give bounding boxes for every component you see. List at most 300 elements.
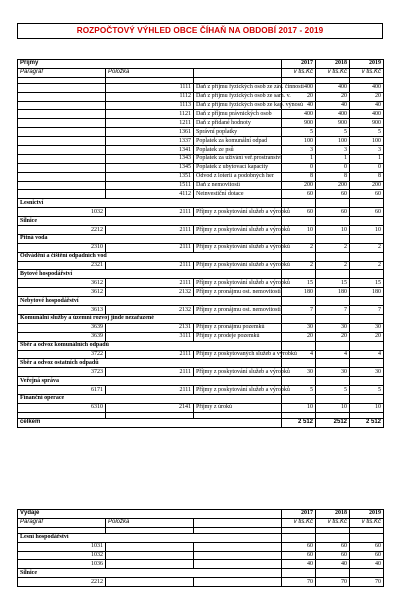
empty-cell (350, 297, 384, 306)
value-cell: 3 (350, 146, 384, 155)
value-cell: 70 (282, 578, 316, 587)
header-row (18, 510, 384, 519)
expense-table (17, 509, 384, 587)
polozka-cell: 2132 (106, 306, 194, 315)
empty-cell (350, 359, 384, 368)
table-row (18, 181, 384, 190)
year-header: 2017 (282, 60, 316, 69)
value-cell: 10 (316, 403, 350, 412)
table-row (18, 403, 384, 412)
paragraf-cell: 1032 (18, 551, 106, 560)
value-cell: 1 (350, 154, 384, 163)
section-label: Odvádění a čištění odpadních vod (18, 252, 282, 261)
empty-cell (282, 377, 316, 386)
table-row (18, 110, 384, 119)
polozka-header: Položka (106, 68, 194, 77)
paragraf-cell: 3639 (18, 323, 106, 332)
value-cell: 180 (316, 288, 350, 297)
table-row (18, 368, 384, 377)
value-cell: 60 (316, 208, 350, 217)
paragraf-cell: 2310 (18, 243, 106, 252)
value-cell: 200 (350, 181, 384, 190)
section-row (18, 234, 384, 243)
polozka-cell: 1121 (106, 110, 194, 119)
section-label: Lesní hospodářství (18, 533, 282, 542)
value-cell: 2 (350, 261, 384, 270)
table-row (18, 279, 384, 288)
empty-cell (316, 252, 350, 261)
empty-cell (282, 270, 316, 279)
empty-cell (350, 234, 384, 243)
item-description: Daň z příjmu fyzických osob ze záv. činnosti (194, 83, 282, 92)
total-value: 2 512 (282, 418, 316, 427)
value-cell: 60 (282, 551, 316, 560)
section-row (18, 359, 384, 368)
polozka-cell (106, 542, 194, 551)
unit-header: v tis.Kč (350, 518, 384, 527)
table-row (18, 137, 384, 146)
value-cell: 100 (316, 137, 350, 146)
value-cell: 7 (350, 306, 384, 315)
value-cell: 30 (316, 323, 350, 332)
section-label: Silnice (18, 217, 282, 226)
section-row (18, 394, 384, 403)
empty-cell (316, 234, 350, 243)
paragraf-cell: 6171 (18, 386, 106, 395)
table-row (18, 386, 384, 395)
empty-cell (282, 199, 316, 208)
paragraf-cell: 6310 (18, 403, 106, 412)
value-cell: 60 (316, 190, 350, 199)
polozka-cell: 1337 (106, 137, 194, 146)
section-label: Sběr a odvoz komunálních odpadů (18, 341, 282, 350)
description-header (194, 518, 282, 527)
polozka-cell: 2111 (106, 208, 194, 217)
value-cell: 15 (282, 279, 316, 288)
value-cell: 4 (350, 350, 384, 359)
section-row (18, 199, 384, 208)
value-cell: 2 (350, 243, 384, 252)
value-cell: 200 (282, 181, 316, 190)
polozka-cell: 2111 (106, 279, 194, 288)
empty-cell (316, 217, 350, 226)
total-label: celkem (18, 418, 282, 427)
unit-header: v tis.Kč (316, 68, 350, 77)
table-row (18, 350, 384, 359)
value-cell: 100 (350, 137, 384, 146)
value-cell: 8 (350, 172, 384, 181)
value-cell: 20 (350, 332, 384, 341)
table-row (18, 551, 384, 560)
paragraf-cell (18, 172, 106, 181)
polozka-cell: 1343 (106, 154, 194, 163)
polozka-cell: 2131 (106, 323, 194, 332)
empty-cell (316, 314, 350, 323)
table-row (18, 163, 384, 172)
value-cell: 0 (350, 163, 384, 172)
value-cell: 40 (282, 101, 316, 110)
unit-header: v tis.Kč (350, 68, 384, 77)
description-header (194, 68, 282, 77)
total-row (18, 418, 384, 427)
table-row (18, 83, 384, 92)
empty-cell (350, 341, 384, 350)
section-row (18, 341, 384, 350)
paragraf-cell (18, 101, 106, 110)
section-label: Silnice (18, 569, 282, 578)
value-cell: 60 (282, 190, 316, 199)
paragraf-header: Paragraf (18, 518, 106, 527)
value-cell: 400 (316, 83, 350, 92)
item-description: Poplatek ze psů (194, 146, 282, 155)
item-description: Příjmy z poskytování služeb a výrobků (194, 243, 282, 252)
polozka-cell (106, 551, 194, 560)
value-cell: 10 (350, 226, 384, 235)
subheader-row (18, 68, 384, 77)
paragraf-cell: 3722 (18, 350, 106, 359)
value-cell: 5 (316, 386, 350, 395)
empty-cell (282, 234, 316, 243)
paragraf-cell: 3612 (18, 288, 106, 297)
section-label: Nebytové hospodářství (18, 297, 282, 306)
item-description: Příjmy z prodeje pozemků (194, 332, 282, 341)
value-cell: 180 (350, 288, 384, 297)
year-header: 2018 (316, 510, 350, 519)
total-value: 2512 (316, 418, 350, 427)
value-cell: 60 (350, 551, 384, 560)
item-description: Příjmy z poskytování služeb a výrobků (194, 386, 282, 395)
empty-cell (282, 252, 316, 261)
empty-cell (316, 394, 350, 403)
paragraf-cell: 2321 (18, 261, 106, 270)
empty-cell (282, 533, 316, 542)
empty-cell (282, 359, 316, 368)
value-cell: 10 (282, 226, 316, 235)
polozka-cell: 1341 (106, 146, 194, 155)
table-row (18, 190, 384, 199)
paragraf-cell: 3723 (18, 368, 106, 377)
polozka-cell: 1361 (106, 128, 194, 137)
section-label: Lesnictví (18, 199, 282, 208)
year-header: 2017 (282, 510, 316, 519)
table-row (18, 323, 384, 332)
value-cell: 60 (316, 551, 350, 560)
paragraf-cell: 1032 (18, 208, 106, 217)
paragraf-header: Paragraf (18, 68, 106, 77)
value-cell: 900 (350, 119, 384, 128)
unit-header: v tis.Kč (316, 518, 350, 527)
value-cell: 60 (282, 208, 316, 217)
value-cell: 60 (350, 542, 384, 551)
value-cell: 4 (316, 350, 350, 359)
value-cell: 30 (316, 368, 350, 377)
item-description: Daň z přidané hodnoty (194, 119, 282, 128)
item-description (194, 560, 282, 569)
table-row (18, 226, 384, 235)
empty-cell (350, 199, 384, 208)
empty-cell (350, 252, 384, 261)
section-row (18, 217, 384, 226)
item-description: Příjmy z poskytování služeb a výrobků (194, 368, 282, 377)
value-cell: 180 (282, 288, 316, 297)
total-value: 2 512 (350, 418, 384, 427)
item-description: Daň z příjmu fyzických osob ze kap. výnosů (194, 101, 282, 110)
table-row (18, 154, 384, 163)
empty-cell (350, 270, 384, 279)
paragraf-cell (18, 154, 106, 163)
value-cell: 5 (350, 386, 384, 395)
value-cell: 900 (282, 119, 316, 128)
table-row (18, 128, 384, 137)
value-cell: 0 (282, 163, 316, 172)
value-cell: 30 (282, 323, 316, 332)
section-row (18, 314, 384, 323)
polozka-cell: 2111 (106, 368, 194, 377)
section-row (18, 569, 384, 578)
paragraf-cell: 1031 (18, 542, 106, 551)
polozka-cell: 1511 (106, 181, 194, 190)
value-cell: 900 (316, 119, 350, 128)
polozka-cell: 2111 (106, 226, 194, 235)
paragraf-cell (18, 146, 106, 155)
paragraf-cell (18, 110, 106, 119)
empty-cell (282, 314, 316, 323)
value-cell: 20 (282, 92, 316, 101)
empty-cell (316, 297, 350, 306)
polozka-cell: 2132 (106, 288, 194, 297)
value-cell: 40 (316, 560, 350, 569)
value-cell: 20 (350, 92, 384, 101)
value-cell: 1 (282, 154, 316, 163)
table-row (18, 243, 384, 252)
polozka-cell: 1113 (106, 101, 194, 110)
empty-cell (350, 569, 384, 578)
item-description (194, 578, 282, 587)
paragraf-cell (18, 128, 106, 137)
year-header: 2019 (350, 60, 384, 69)
polozka-cell (106, 578, 194, 587)
value-cell: 20 (282, 332, 316, 341)
polozka-cell: 1351 (106, 172, 194, 181)
unit-header: v tis.Kč (282, 518, 316, 527)
empty-cell (350, 533, 384, 542)
polozka-cell (106, 560, 194, 569)
table-row (18, 92, 384, 101)
polozka-cell: 2111 (106, 386, 194, 395)
item-description: Poplatek za komunální odpad (194, 137, 282, 146)
item-description: Poplatek za užívání veř.prostranství (194, 154, 282, 163)
value-cell: 10 (350, 403, 384, 412)
polozka-cell: 1111 (106, 83, 194, 92)
item-description: Odvod z loterií a podobných her (194, 172, 282, 181)
section-row (18, 377, 384, 386)
value-cell: 70 (350, 578, 384, 587)
paragraf-cell: 2212 (18, 226, 106, 235)
empty-cell (316, 359, 350, 368)
value-cell: 15 (316, 279, 350, 288)
empty-cell (350, 217, 384, 226)
section-label: Komunální služby a územní rozvoj jinde nezařazené (18, 314, 282, 323)
header-row (18, 60, 384, 69)
value-cell: 400 (282, 83, 316, 92)
value-cell: 2 (316, 261, 350, 270)
empty-cell (316, 569, 350, 578)
empty-cell (350, 377, 384, 386)
item-description: Daň z nemovitostí (194, 181, 282, 190)
table-row (18, 101, 384, 110)
paragraf-cell (18, 163, 106, 172)
table-row (18, 146, 384, 155)
value-cell: 10 (316, 226, 350, 235)
paragraf-cell (18, 181, 106, 190)
table-row (18, 119, 384, 128)
paragraf-cell (18, 92, 106, 101)
item-description: Příjmy z poskytovaných služeb a výrobků (194, 350, 282, 359)
income-table (17, 59, 384, 428)
value-cell: 60 (350, 208, 384, 217)
table-row (18, 261, 384, 270)
unit-header: v tis.Kč (282, 68, 316, 77)
section-row (18, 533, 384, 542)
table-row (18, 578, 384, 587)
empty-cell (282, 217, 316, 226)
empty-cell (316, 377, 350, 386)
empty-cell (316, 533, 350, 542)
polozka-cell: 2111 (106, 350, 194, 359)
value-cell: 2 (282, 261, 316, 270)
section-label: Pitná voda (18, 234, 282, 243)
value-cell: 70 (316, 578, 350, 587)
item-description: Příjmy z pronájmu pozemků (194, 323, 282, 332)
paragraf-cell: 3639 (18, 332, 106, 341)
polozka-cell: 1112 (106, 92, 194, 101)
value-cell: 400 (282, 110, 316, 119)
value-cell: 15 (350, 279, 384, 288)
item-description: Daň z příjmu fyzických osob ze sam. v. (194, 92, 282, 101)
table-heading: Výdaje (18, 510, 282, 519)
polozka-cell: 1345 (106, 163, 194, 172)
table-row (18, 542, 384, 551)
value-cell: 2 (316, 243, 350, 252)
value-cell: 8 (282, 172, 316, 181)
empty-cell (282, 569, 316, 578)
item-description: Příjmy z poskytování služeb a výrobků (194, 226, 282, 235)
section-label: Veřejná správa (18, 377, 282, 386)
paragraf-cell (18, 83, 106, 92)
empty-cell (316, 199, 350, 208)
value-cell: 200 (316, 181, 350, 190)
value-cell: 40 (316, 101, 350, 110)
table-row (18, 306, 384, 315)
polozka-cell: 3111 (106, 332, 194, 341)
value-cell: 400 (350, 83, 384, 92)
empty-cell (350, 394, 384, 403)
value-cell: 3 (316, 146, 350, 155)
section-row (18, 270, 384, 279)
value-cell: 5 (316, 128, 350, 137)
polozka-header: Položka (106, 518, 194, 527)
item-description: Poplatek z ubytovací kapacity (194, 163, 282, 172)
value-cell: 5 (282, 386, 316, 395)
value-cell: 60 (282, 542, 316, 551)
table-row (18, 560, 384, 569)
value-cell: 400 (350, 110, 384, 119)
empty-cell (282, 341, 316, 350)
value-cell: 40 (350, 101, 384, 110)
section-label: Finanční operace (18, 394, 282, 403)
value-cell: 8 (316, 172, 350, 181)
polozka-cell: 2111 (106, 261, 194, 270)
item-description: Příjmy z poskytování služeb a výrobků (194, 208, 282, 217)
table-row (18, 172, 384, 181)
value-cell: 100 (282, 137, 316, 146)
value-cell: 3 (282, 146, 316, 155)
paragraf-cell: 3612 (18, 279, 106, 288)
value-cell: 5 (282, 128, 316, 137)
polozka-cell: 4112 (106, 190, 194, 199)
value-cell: 7 (282, 306, 316, 315)
empty-cell (316, 341, 350, 350)
item-description: Příjmy z poskytování služeb a výrobků (194, 261, 282, 270)
value-cell: 30 (350, 368, 384, 377)
document-title: ROZPOČTOVÝ VÝHLED OBCE ČÍHAŇ NA OBDOBÍ 2017 - 2019 (17, 23, 383, 39)
empty-cell (350, 314, 384, 323)
value-cell: 10 (282, 403, 316, 412)
empty-cell (282, 394, 316, 403)
item-description (194, 551, 282, 560)
year-header: 2018 (316, 60, 350, 69)
value-cell: 2 (282, 243, 316, 252)
value-cell: 20 (316, 332, 350, 341)
value-cell: 20 (316, 92, 350, 101)
value-cell: 40 (350, 560, 384, 569)
polozka-cell: 1211 (106, 119, 194, 128)
table-row (18, 288, 384, 297)
item-description: Příjmy z pronájmu ost. nemovitostí (194, 306, 282, 315)
paragraf-cell: 3613 (18, 306, 106, 315)
paragraf-cell (18, 190, 106, 199)
item-description: Příjmy z úroků (194, 403, 282, 412)
item-description: Příjmy z poskytování služeb a výrobků (194, 279, 282, 288)
section-row (18, 252, 384, 261)
table-row (18, 332, 384, 341)
value-cell: 30 (350, 323, 384, 332)
value-cell: 4 (282, 350, 316, 359)
paragraf-cell: 1036 (18, 560, 106, 569)
value-cell: 400 (316, 110, 350, 119)
item-description: Správní poplatky (194, 128, 282, 137)
polozka-cell: 2111 (106, 243, 194, 252)
item-description: Příjmy z pronájmu ost. nemovitostí (194, 288, 282, 297)
item-description: Neinvestiční dotace (194, 190, 282, 199)
value-cell: 1 (316, 154, 350, 163)
value-cell: 30 (282, 368, 316, 377)
empty-cell (282, 297, 316, 306)
empty-cell (316, 270, 350, 279)
value-cell: 60 (350, 190, 384, 199)
value-cell: 60 (316, 542, 350, 551)
table-heading: Příjmy (18, 60, 282, 69)
item-description (194, 542, 282, 551)
table-row (18, 208, 384, 217)
value-cell: 0 (316, 163, 350, 172)
value-cell: 40 (282, 560, 316, 569)
section-row (18, 297, 384, 306)
paragraf-cell: 2212 (18, 578, 106, 587)
section-label: Sběr a odvoz ostatních odpadů (18, 359, 282, 368)
paragraf-cell (18, 137, 106, 146)
paragraf-cell (18, 119, 106, 128)
